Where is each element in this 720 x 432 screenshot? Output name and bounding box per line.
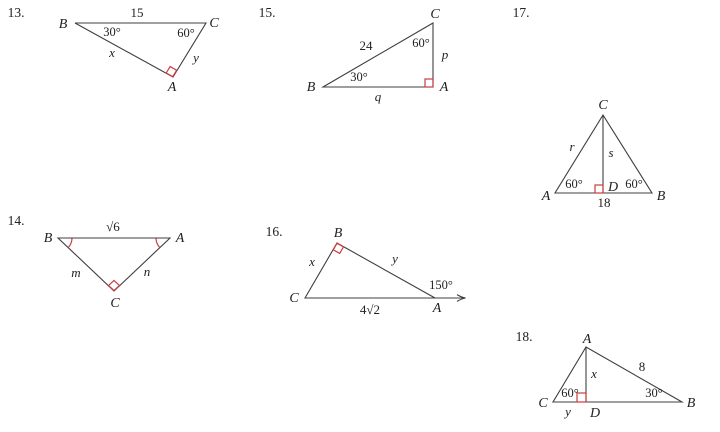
- problem-15-number: 15.: [258, 5, 276, 20]
- p17-vertex-c-label: C: [598, 98, 608, 113]
- p18-vertex-b-label: B: [686, 396, 696, 411]
- p13-angle-b-label: 30°: [103, 25, 121, 39]
- p15-angle-b-label: 30°: [350, 70, 368, 84]
- p15-side-bc-label: 24: [359, 38, 373, 53]
- p17-vertex-b-label: B: [656, 189, 666, 204]
- p13-angle-c-label: 60°: [177, 26, 195, 40]
- p13-vertex-c-label: C: [209, 16, 219, 31]
- p18-side-ab-label: 8: [638, 359, 646, 374]
- p17-angle-b-label: 60°: [625, 177, 643, 191]
- p17-side-ab-label: 18: [597, 195, 611, 210]
- problem-18-number: 18.: [515, 329, 533, 344]
- p17-vertex-d-label: D: [607, 180, 619, 195]
- p13-vertex-b-label: B: [58, 17, 68, 32]
- p15-vertex-b-label: B: [306, 80, 316, 95]
- p17-angle-a-label: 60°: [565, 177, 583, 191]
- angle-arc-14-a: [156, 238, 160, 247]
- p17-vertex-a-label: A: [541, 189, 551, 204]
- p13-side-ab-label: x: [109, 45, 115, 60]
- p18-angle-c-label: 60°: [561, 386, 579, 400]
- p18-vertex-d-label: D: [589, 406, 601, 421]
- p18-seg-cd-label: y: [565, 404, 571, 419]
- p17-altitude-cd-label: s: [608, 145, 614, 160]
- problem-17-figure: [513, 5, 666, 210]
- p16-vertex-c-label: C: [289, 291, 299, 306]
- p15-angle-c-label: 60°: [412, 36, 430, 50]
- p16-vertex-a-label: A: [432, 301, 442, 316]
- problem-13-number: 13.: [7, 5, 25, 20]
- p13-side-bc-label: 15: [130, 5, 144, 20]
- p14-side-bc-label: m: [71, 265, 81, 280]
- p14-vertex-c-label: C: [110, 296, 120, 311]
- p13-side-ac-label: y: [193, 50, 199, 65]
- p18-vertex-a-label: A: [582, 332, 592, 347]
- p16-vertex-b-label: B: [333, 226, 343, 241]
- problem-14-number: 14.: [7, 213, 25, 228]
- p15-side-ab-label: q: [374, 89, 382, 104]
- problem-16-figure: [266, 224, 466, 317]
- problem-15-triangle: [323, 23, 433, 87]
- p13-vertex-a-label: A: [167, 80, 177, 95]
- p16-side-ab-label: y: [392, 251, 398, 266]
- p16-ext-angle-a-label: 150°: [429, 278, 453, 292]
- right-angle-marker-16-b: [333, 243, 343, 253]
- right-angle-marker-17-d: [595, 185, 603, 193]
- problem-14-figure: [8, 213, 185, 311]
- p14-side-ab-label: √6: [106, 219, 120, 234]
- p15-vertex-c-label: C: [430, 7, 440, 22]
- p17-side-ac-label: r: [569, 139, 575, 154]
- p16-side-bc-label: x: [309, 254, 315, 269]
- right-angle-marker-14-c: [109, 280, 120, 290]
- problem-16-triangle: [305, 243, 435, 298]
- p18-angle-b-label: 30°: [645, 386, 663, 400]
- problem-13-figure: [8, 5, 220, 95]
- right-angle-marker-13-a: [166, 67, 177, 77]
- problem-16-number: 16.: [265, 224, 283, 239]
- p16-side-ac-label: 4√2: [359, 302, 381, 317]
- p18-vertex-c-label: C: [538, 396, 548, 411]
- right-angle-marker-15-a: [425, 79, 433, 87]
- p18-altitude-ad-label: x: [591, 366, 597, 381]
- p14-vertex-b-label: B: [43, 231, 53, 246]
- angle-arc-14-b: [68, 238, 72, 247]
- problem-17-number: 17.: [512, 5, 530, 20]
- p15-vertex-a-label: A: [439, 80, 449, 95]
- problem-18-figure: [516, 329, 696, 421]
- p14-side-ac-label: n: [143, 264, 151, 279]
- problem-15-figure: [259, 5, 449, 104]
- p14-vertex-a-label: A: [175, 231, 185, 246]
- p15-side-ac-label: p: [441, 47, 449, 62]
